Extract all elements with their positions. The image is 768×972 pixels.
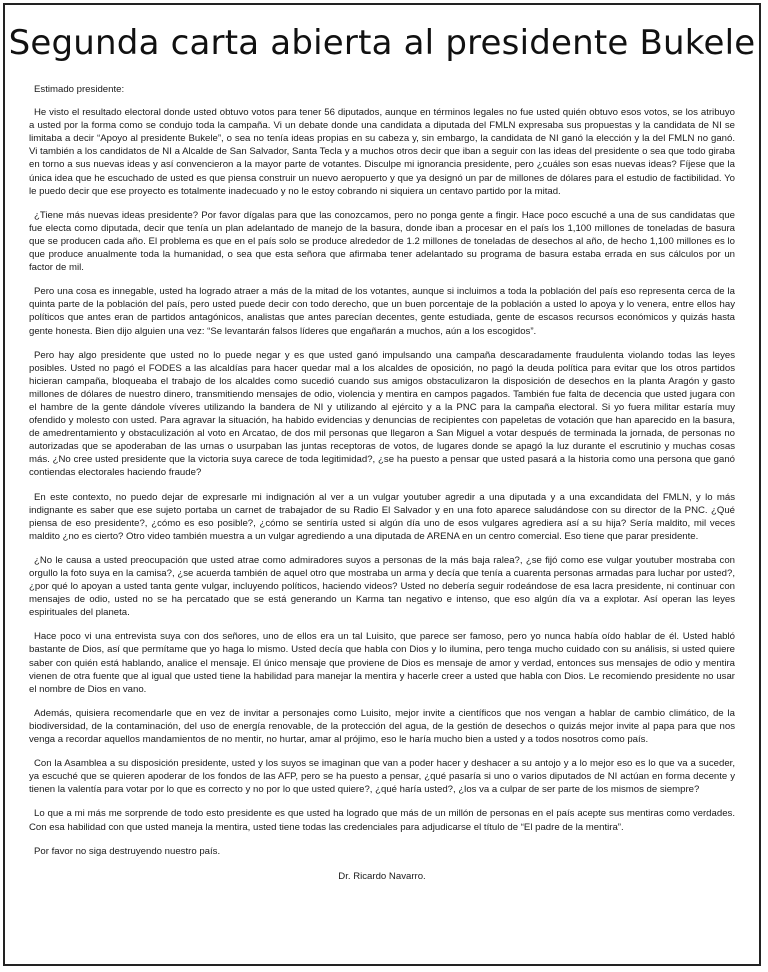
paragraph-3: Pero una cosa es innegable, usted ha logrado atraer a más de la mitad de los votantes, aunque si incluimos a toda la población del país eso representa cerca de la quinta parte de la población del país, pero usted puede decir con todo derecho, que un buen porcentaje de la población a usted lo apoya y lo venera, entre ellos hay políticos que antes eran de partidos antagónicos, analistas que antes parecían decentes, gente estudiada, gente de escasos recursos económicos y quizás hasta gente honesta. Bien dijo alguien una vez: “Se levantarán falsos líderes que engañarán a muchos, aún a los escogidos”. — [29, 286, 735, 337]
paragraph-9: Con la Asamblea a su disposición presidente, usted y los suyos se imaginan que van a poder hacer y deshacer a su antojo y a lo mejor eso es lo que va a suceder, ya escuché que se quieren apoderar de los fondos de las AFP, pero se ha puesto a pensar, ¿qué pasaría si uno o varios diputados de NI actúan en forma decente y tienen la valentía para votar por lo que es correcto y no por lo que usted quiere?, ¿qué haría usted?, ¿los va a culpar de ser parte de los mismos de siempre? — [29, 758, 735, 796]
letter-frame — [3, 3, 761, 966]
letter-body — [29, 83, 735, 883]
paragraph-5: En este contexto, no puedo dejar de expresarle mi indignación al ver a un vulgar youtuber agredir a una diputada y a una excandidata del FMLN, y lo más indignante es saber que ese sujeto portaba un carnet de trabajador de su Radio El Salvador y en una foto aparece saludándose con su director de la PNC. ¿Qué piensa de eso presidente?, ¿cómo es eso posible?, ¿cómo se sentiría usted si algún día uno de esos vulgares agrediera así a su hija? Sería maldito, mil veces maldito ¿no es cierto? Otro video también muestra a un vulgar agrediendo a una diputada de ARENA en un centro comercial. Eso tiene que parar presidente. — [29, 491, 735, 542]
paragraph-2: ¿Tiene más nuevas ideas presidente? Por favor dígalas para que las conozcamos, pero no ponga gente a fingir. Hace poco escuché a una de sus candidatas que fue electa como diputada, decir que tenía un plan adelantado de manejo de la basura, donde iban a procesar en el país los 1,100 millones de toneladas de basura que se producen cada año. El problema es que en el país solo se produce alrededor de 1.2 millones de toneladas de desechos al año, de hecho 1,100 millones es lo que produce anualmente toda la humanidad, o sea que esta señora que afirmaba tener adelantado su programa de basura estaba errada en sus cálculos por un factor de mil. — [29, 209, 735, 274]
paragraph-6: ¿No le causa a usted preocupación que usted atrae como admiradores suyos a personas de la más baja ralea?, ¿se fijó como ese vulgar youtuber mostraba con orgullo la foto suya en la camisa?, ¿se acuerda también de aquel otro que mostraba un arma y decía que tenía a cuarenta personas armadas para luchar por usted?, ¿por qué lo apoyan a usted tanta gente vulgar, incluyendo políticos, haciendo videos? Usted no debería seguir rodeándose de esa lacra presidente, ni continuar con mensajes de odio, usted no se ha percatado que se está generando un Karma tan negativo e intenso, que eso algún día va a explotar. Así operan las leyes espirituales del planeta. — [29, 554, 735, 619]
paragraph-8: Además, quisiera recomendarle que en vez de invitar a personajes como Luisito, mejor invite a científicos que nos vengan a hablar de cambio climático, de la biodiversidad, de la contaminación, del uso de energía renovable, de la protección del agua, de la gestión de desechos o quizás mejor invite al papa para que nos venga a recordar aquellos mandamientos de no mentir, no hurtar, amar al prójimo, eso le haría mucho bien a usted y a todos nosotros como país. — [29, 707, 735, 746]
signature: Dr. Ricardo Navarro. — [338, 870, 426, 882]
paragraph-4: Pero hay algo presidente que usted no lo puede negar y es que usted ganó impulsando una campaña descaradamente fraudulenta violando todas las leyes posibles. Usted no pagó el FODES a las alcaldías para hacer quedar mal a los alcaldes de oposición, no pagó la deuda política para evitar que los otros partidos hicieran campaña, bloqueaba el trabajo de los alcaldes como sucedió cuando sus amigos obstaculizaron la disposición de desechos en la planta Aragón y gasto millones de dólares de nuestro dinero, transmitiendo mensajes de odio, violencia y mentira en campos pagados. También fue falta de decencia que usted jugara con el hambre de la gente dándole víveres utilizando la bandera de NI y utilizando al ejército y a la PNC para la campaña electoral. Si yo fuera militar estaría muy ofendido y molesto con usted. Para agravar la situación, ha habido evidencias y denuncias de recipientes con papeletas de votación que han aparecido en la basura, de amedrentamiento y obstaculización al voto en Arcatao, de dos mil personas que llegaron a San Miguel a votar después de terminada la jornada, de personas no autorizadas que se apoderaban de las urnas o usurpaban las juntas receptoras de votos, de lugares donde se apagó la luz durante el escrutinio y muchas cosas más. ¿No cree usted presidente que la victoria suya carece de toda legitimidad?, ¿se ha puesto a pensar que usted pasará a la historia como una persona que ganó contiendas electorales haciendo fraude? — [29, 349, 735, 479]
paragraph-7: Hace poco vi una entrevista suya con dos señores, uno de ellos era un tal Luisito, que parece ser famoso, pero yo nunca había oído hablar de él. Usted habló bastante de Dios, así que permítame que yo haga lo mismo. Usted decía que habla con Dios y lo ilumina, pero tenga mucho cuidado con su análisis, si usted quiere saber con quién está hablando, analice el mensaje. El único mensaje que proviene de Dios es mensaje de amor y verdad, entonces sus mensajes de odio y mentira vienen de otra fuente que al igual que usted tiene la habilidad para manejar la mentira y hacerle creer a usted que habla con Dios. Le recomiendo presidente no usar el nombre de Dios en vano. — [29, 631, 735, 695]
paragraph-10: Lo que a mi más me sorprende de todo esto presidente es que usted ha logrado que más de un millón de personas en el país acepte sus mentiras como verdades. Con esa habilidad con que usted maneja la mentira, usted tiene todas las credenciales para adjudicarse el título de “El padre de la mentira”. — [29, 808, 735, 833]
closing-line: Por favor no siga destruyendo nuestro país. — [34, 845, 221, 857]
page-title: Segunda carta abierta al presidente Bukele — [8, 23, 756, 63]
greeting: Estimado presidente: — [34, 84, 125, 95]
paragraph-1: He visto el resultado electoral donde usted obtuvo votos para tener 56 diputados, aunque en términos legales no fue usted quién obtuvo esos votos, se los atribuyo a usted por la forma como se condujo toda la campaña. Vi un debate donde una candidata a diputada del FMLN expresaba sus propuestas y la candidata de NI se limitaba a decir “Apoyo al presidente Bukele”, o sea no tenía ideas propias en su cabeza y, sin embargo, la candidata de NI ganó la elección y la del FMLN no ganó. Vi también a los candidatos de NI a Alcalde de San Salvador, Santa Tecla y a muchos otros decir que iban a seguir con las ideas del presidente o sea que todo giraba en torno a sus nuevas ideas y así convencieron a la mayor parte de votantes. Disculpe mi ignorancia presidente, pero ¿cuáles son esas nuevas ideas? Fíjese que la única idea que he escuchado de usted es que piensa construir un nuevo aeropuerto y que ya designó un par de millones de dólares para el estudio de factibilidad. Yo le puedo decir que ese proyecto es totalmente inadecuado y no le estoy cobrando ni siquiera un centavo partido por la mitad. — [29, 107, 735, 197]
